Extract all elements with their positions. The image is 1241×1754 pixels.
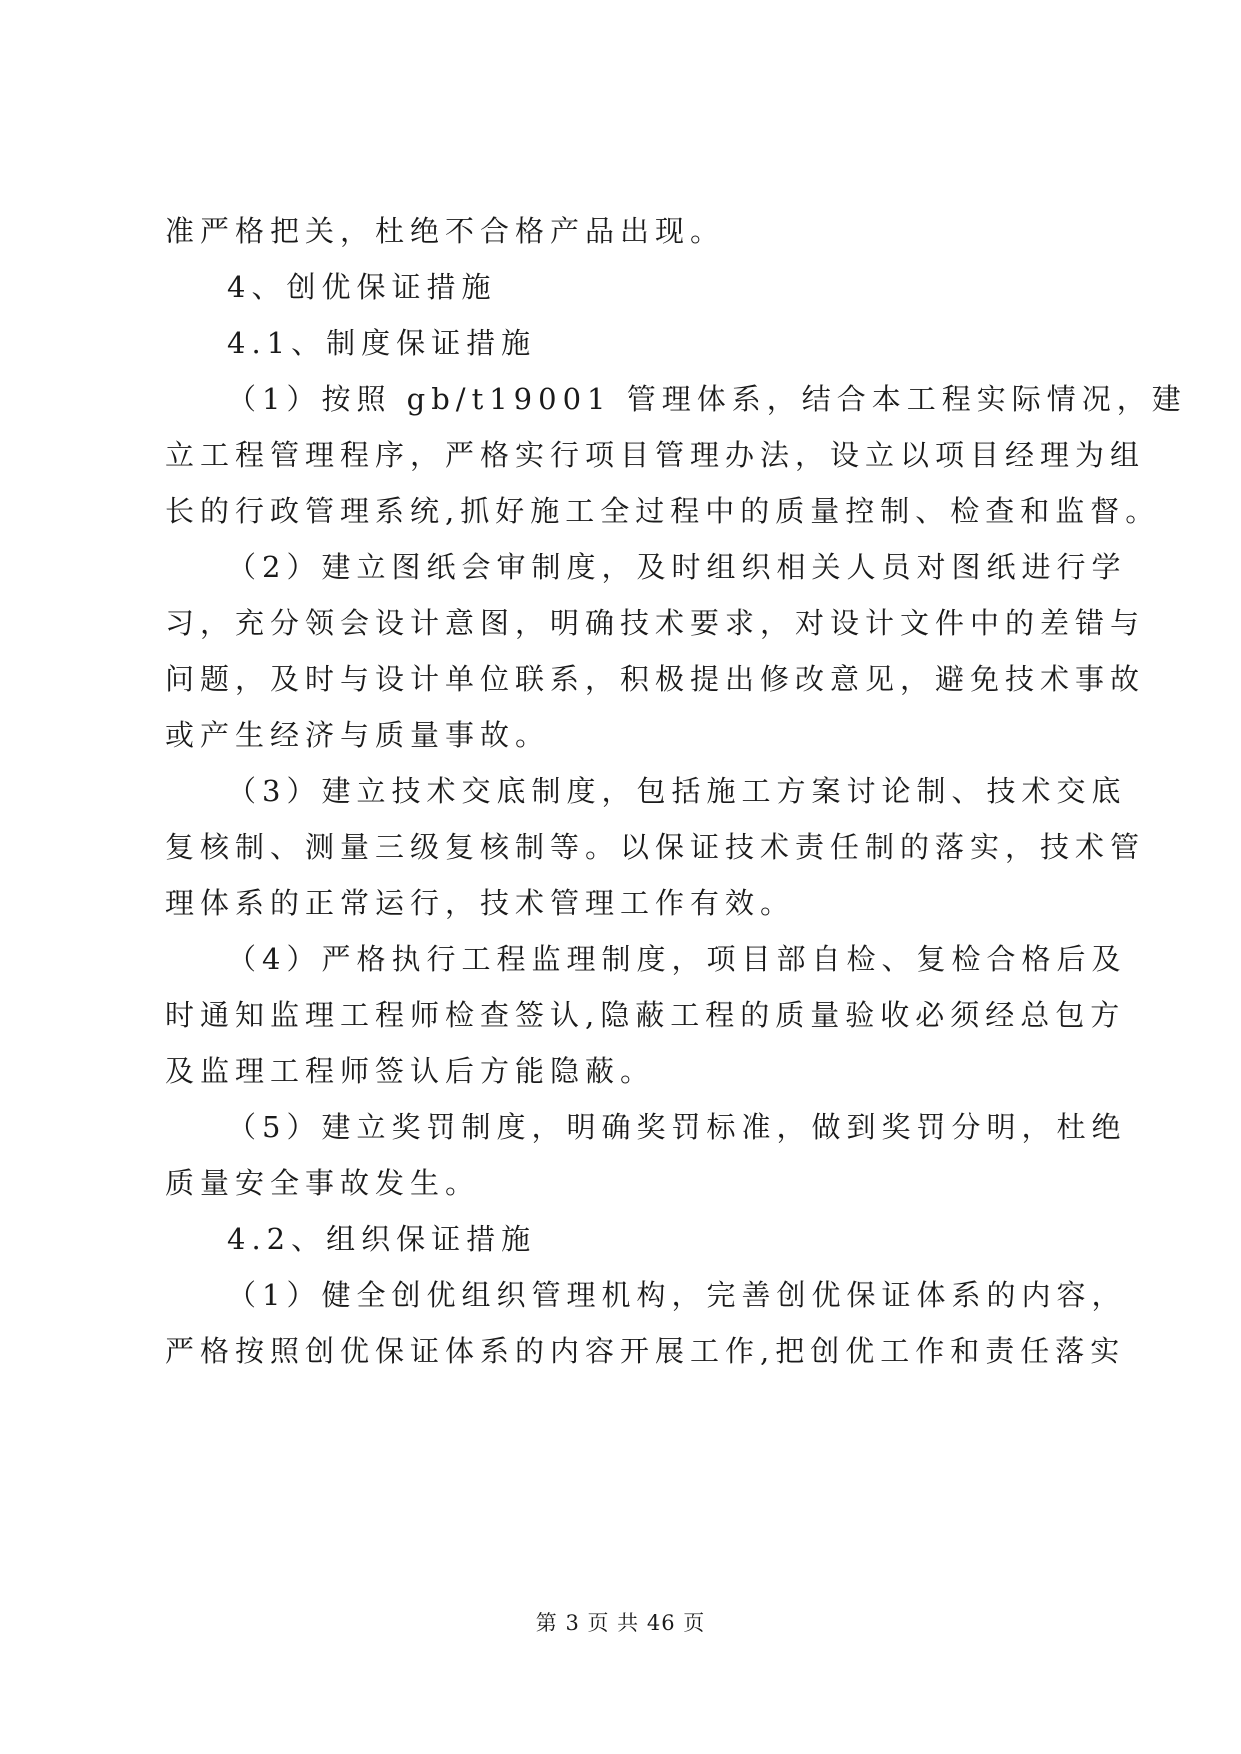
- page-number-footer: 第 3 页 共 46 页: [535, 1611, 706, 1635]
- subsection-heading: 4.1、制度保证措施: [227, 326, 537, 360]
- text-line: 立工程管理程序，严格实行项目管理办法，设立以项目经理为组: [165, 438, 1146, 472]
- text-line: 问题，及时与设计单位联系，积极提出修改意见，避免技术事故: [165, 662, 1146, 696]
- subsection-heading: 4.2、组织保证措施: [227, 1222, 537, 1256]
- text-line: 长的行政管理系统,抓好施工全过程中的质量控制、检查和监督。: [165, 494, 1161, 528]
- text-line: （3）建立技术交底制度，包括施工方案讨论制、技术交底: [227, 774, 1127, 808]
- text-line: （5）建立奖罚制度，明确奖罚标准，做到奖罚分明，杜绝: [227, 1110, 1127, 1144]
- text-line: （1）健全创优组织管理机构，完善创优保证体系的内容，: [227, 1278, 1127, 1312]
- text-line: 理体系的正常运行，技术管理工作有效。: [165, 886, 796, 920]
- text-line: 时通知监理工程师检查签认,隐蔽工程的质量验收必须经总包方: [165, 998, 1126, 1032]
- section-heading: 4、创优保证措施: [227, 270, 497, 304]
- text-line: 及监理工程师签认后方能隐蔽。: [165, 1054, 656, 1088]
- text-line: 或产生经济与质量事故。: [165, 718, 551, 752]
- text-line: （1）按照 gb/t19001 管理体系，结合本工程实际情况，建: [227, 382, 1187, 416]
- text-line: 准严格把关，杜绝不合格产品出现。: [165, 214, 726, 248]
- text-line: 质量安全事故发生。: [165, 1166, 481, 1200]
- text-line: 习，充分领会设计意图，明确技术要求，对设计文件中的差错与: [165, 606, 1146, 640]
- text-line: （4）严格执行工程监理制度，项目部自检、复检合格后及: [227, 942, 1127, 976]
- text-line: 严格按照创优保证体系的内容开展工作,把创优工作和责任落实: [165, 1334, 1126, 1368]
- text-line: （2）建立图纸会审制度，及时组织相关人员对图纸进行学: [227, 550, 1127, 584]
- text-line: 复核制、测量三级复核制等。以保证技术责任制的落实，技术管: [165, 830, 1146, 864]
